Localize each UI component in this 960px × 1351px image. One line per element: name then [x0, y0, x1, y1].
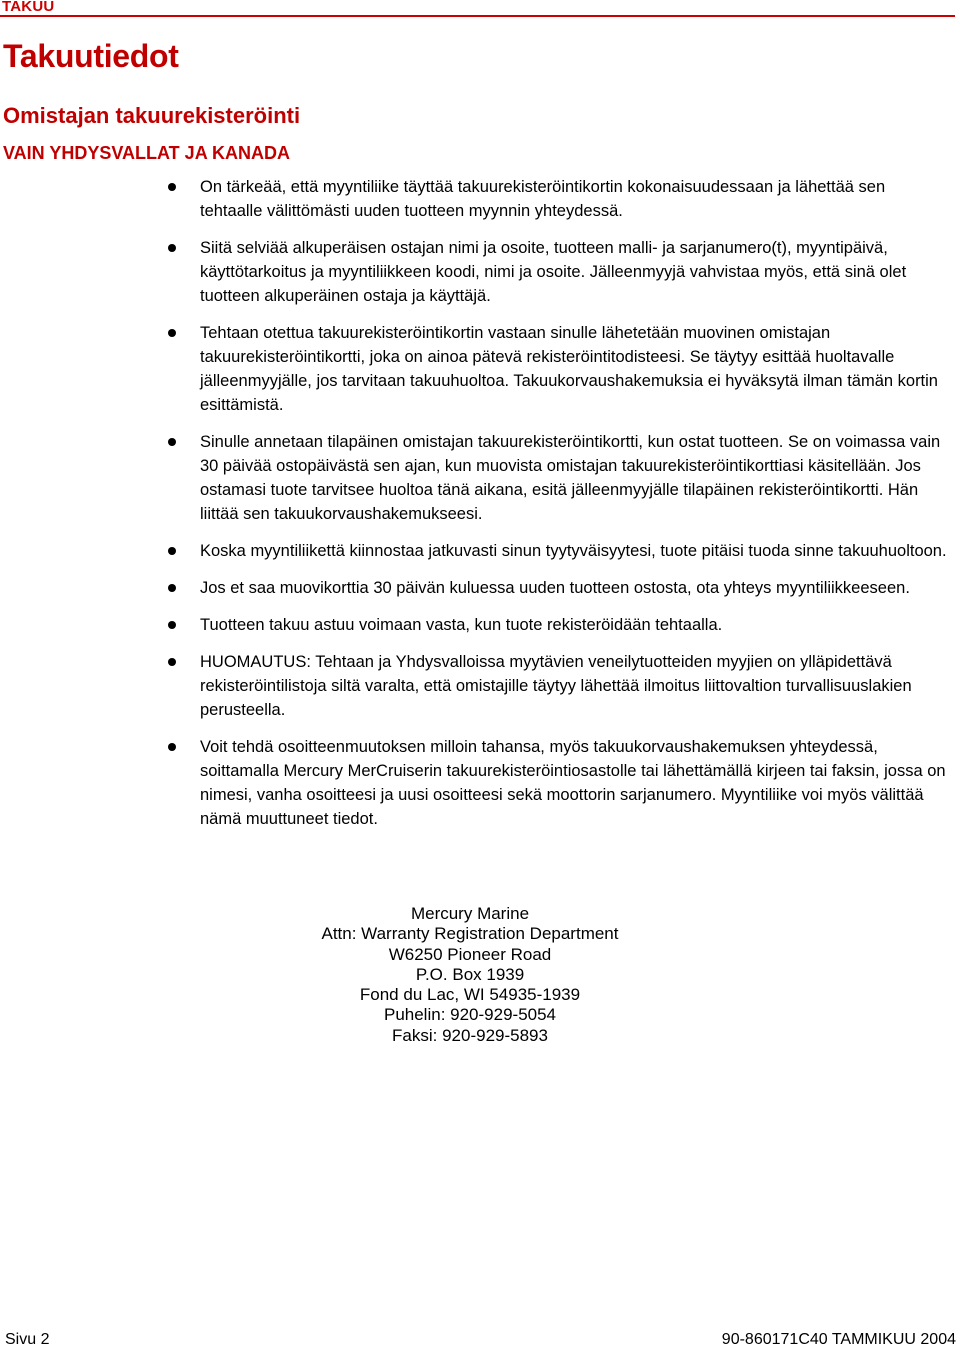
bullet-list [0, 175, 960, 844]
bullet-icon [168, 183, 176, 191]
list-item-text: Sinulle annetaan tilapäinen omistajan takuurekisteröintikortti, kun ostat tuotteen. Se on voimassa vain 30 päivää ostopäivästä sen ajan, kun muovista omistajan takuurekisteröintikorttiasi käsitellään. Jos ostamasi tuote tarvitsee huoltoa tänä aikana, esitä jälleenmyyjälle tilapäinen rekisteröintikortti. Hän liittää sen takuukorvaushakemukseesi. [200, 433, 941, 523]
address-attention: Attn: Warranty Registration Department [321, 924, 619, 944]
list-item-text: Koska myyntiliikettä kiinnostaa jatkuvasti sinun tyytyväisyytesi, tuote pitäisi tuoda sinne takuuhuoltoon. [200, 542, 947, 560]
list-item [0, 430, 960, 526]
mailing-address [160, 904, 960, 1046]
page-title: Takuutiedot [3, 38, 179, 74]
bullet-icon [168, 621, 176, 629]
header-divider [0, 15, 955, 17]
list-item [0, 175, 960, 223]
list-item-text: HUOMAUTUS: Tehtaan ja Yhdysvalloissa myytävien veneilytuotteiden myyjien on ylläpidettävä rekisteröintilistoja siltä varalta, että omistajille täytyy lähettää ilmoitus liittovaltion turvallisuuslakien perusteella. [200, 653, 912, 719]
list-item-text: Voit tehdä osoitteenmuutoksen milloin tahansa, myös takuukorvaushakemuksen yhteydessä, soittamalla Mercury MerCruiserin takuurekisteröintiosastolle tai lähettämällä kirjeen tai faksin, jossa on nimesi, vanha osoitteesi ja uusi osoitteesi sekä moottorin sarjanumero. Myyntiliike voi myös välittää nämä muuttuneet tiedot. [200, 738, 946, 828]
address-street: W6250 Pioneer Road [388, 944, 552, 964]
page-number: Sivu 2 [5, 1331, 50, 1348]
list-item [0, 236, 960, 308]
list-item [0, 576, 960, 600]
bullet-icon [168, 438, 176, 446]
list-item [0, 539, 960, 563]
list-item [0, 735, 960, 831]
address-po-box: P.O. Box 1939 [415, 964, 525, 984]
list-item [0, 321, 960, 417]
bullet-icon [168, 329, 176, 337]
bullet-icon [168, 547, 176, 555]
list-item-text: Siitä selviää alkuperäisen ostajan nimi ja osoite, tuotteen malli- ja sarjanumero(t), myyntipäivä, käyttötarkoitus ja myyntiliikkeen koodi, nimi ja osoite. Jälleenmyyjä vahvistaa myös, että sinä olet tuotteen alkuperäinen ostaja ja käyttäjä. [200, 239, 907, 305]
bullet-icon [168, 584, 176, 592]
section-subtitle: VAIN YHDYSVALLAT JA KANADA [3, 143, 291, 163]
bullet-icon [168, 244, 176, 252]
address-fax: Faksi: 920-929-5893 [392, 1025, 548, 1045]
list-item-text: Tuotteen takuu astuu voimaan vasta, kun tuote rekisteröidään tehtaalla. [200, 616, 723, 634]
list-item [0, 613, 960, 637]
document-id: 90-860171C40 TAMMIKUU 2004 [721, 1331, 956, 1348]
address-company: Mercury Marine [410, 904, 530, 923]
list-item-text: On tärkeää, että myyntiliike täyttää takuurekisteröintikortin kokonaisuudessaan ja lähettää sen tehtaalle välittömästi uuden tuotteen myynnin yhteydessä. [200, 178, 886, 220]
list-item-text: Tehtaan otettua takuurekisteröintikortin vastaan sinulle lähetetään muovinen omistajan takuurekisteröintikortti, joka on ainoa pätevä rekisteröintitodisteesi. Se täytyy esittää huoltavalle jälleenmyyjälle, jos tarvitaan takuuhuoltoa. Takuukorvaushakemuksia ei hyväksytä ilman tämän kortin esittämistä. [200, 324, 938, 414]
list-item [0, 650, 960, 722]
section-header-label: TAKUU [2, 0, 55, 15]
address-city: Fond du Lac, WI 54935-1939 [359, 985, 581, 1005]
list-item-text: Jos et saa muovikorttia 30 päivän kuluessa uuden tuotteen ostosta, ota yhteys myyntiliikkeeseen. [200, 579, 910, 597]
address-phone: Puhelin: 920-929-5054 [383, 1005, 557, 1025]
section-title: Omistajan takuurekisteröinti [3, 103, 301, 128]
bullet-icon [168, 743, 176, 751]
bullet-icon [168, 658, 176, 666]
